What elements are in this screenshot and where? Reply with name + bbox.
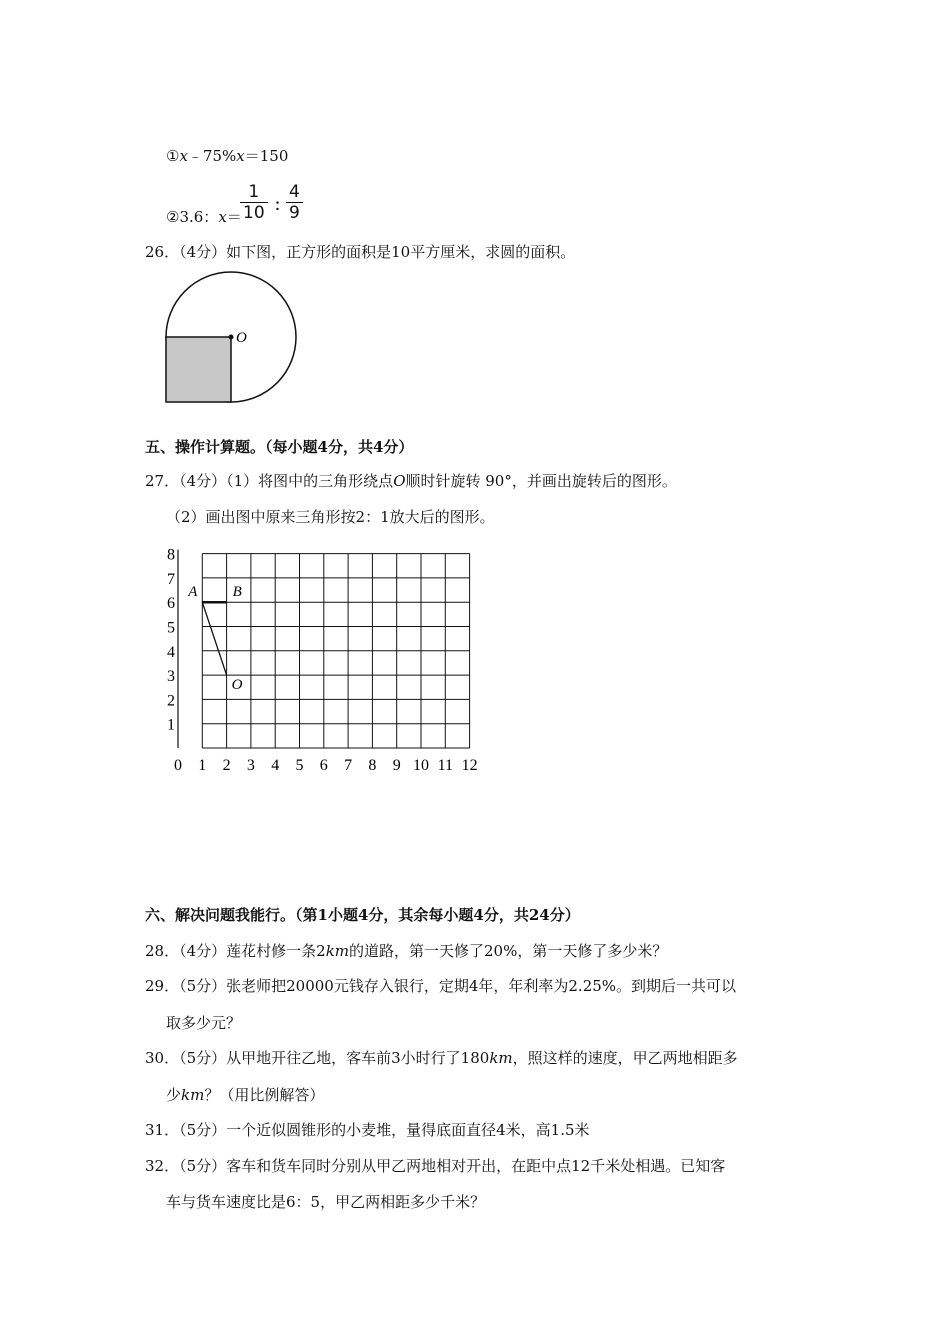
question-29-line-2: 取多少元？ <box>166 1014 242 1032</box>
coordinate-grid <box>160 540 490 780</box>
question-28-text-a: 28．（4分）莲花村修一条2 <box>145 942 326 960</box>
question-26: 26．（4分）如下图，正方形的面积是10平方厘米，求圆的面积。 <box>145 243 576 261</box>
fraction-one-tenth <box>240 182 268 223</box>
x-tick-label: 12 <box>461 757 478 774</box>
fraction-2-numerator: 4 <box>286 182 303 203</box>
x-tick-label: 0 <box>174 757 182 774</box>
center-point <box>229 335 234 340</box>
question-28-unit: km <box>325 942 350 960</box>
question-29-line-1: 29．（5分）张老师把20000元钱存入银行，定期4年，年利率为2.25%。到期后一共可以 <box>145 977 737 995</box>
question-27-var-o: O <box>393 472 406 490</box>
x-tick-label: 3 <box>246 757 255 774</box>
x-tick-label: 10 <box>413 757 429 774</box>
question-27-text-a: 27．（4分）（1）将图中的三角形绕点 <box>145 472 394 490</box>
question-30-text-b: ，照这样的速度，甲乙两地相距多 <box>512 1049 738 1067</box>
equation-2-marker: ② <box>166 208 180 226</box>
equation-2-lhs: 3.6： <box>179 208 219 226</box>
equation-1-rhs: ＝150 <box>244 147 289 165</box>
equation-1-minus-percent: ﹣75% <box>187 147 237 165</box>
section-6-heading: 六、解决问题我能行。（第1小题4分，其余每小题4分，共24分） <box>145 906 580 924</box>
x-tick-label: 7 <box>344 757 353 774</box>
fraction-2-denominator: 9 <box>289 203 300 223</box>
equation-1 <box>166 146 288 166</box>
equation-1-var-x2: x <box>236 147 245 165</box>
question-30-unit: km <box>489 1049 513 1067</box>
segment-ao <box>202 602 226 675</box>
shaded-square <box>166 337 231 402</box>
y-tick-label: 6 <box>167 595 175 613</box>
x-tick-label: 6 <box>319 757 328 774</box>
point-label-a: A <box>188 584 198 601</box>
question-32-line-1: 32．（5分）客车和货车同时分别从甲乙两地相对开出，在距中点12千米处相遇。已知客 <box>145 1157 726 1175</box>
question-30-line-2-a: 少 <box>166 1086 182 1104</box>
fraction-four-ninths <box>286 182 303 223</box>
question-30-line-1 <box>145 1048 738 1068</box>
equation-2-eq: ＝ <box>226 208 242 226</box>
question-27-text-b: 顺时针旋转 90°，并画出旋转后的图形。 <box>405 472 677 490</box>
question-28-text-b: 的道路，第一天修了20%，第一天修了多少米？ <box>349 942 668 960</box>
question-30-line-2 <box>166 1085 324 1105</box>
fraction-1-numerator: 1 <box>240 182 268 203</box>
question-30-line-2-b: ？（用比例解答） <box>204 1086 325 1104</box>
x-tick-label: 8 <box>368 757 377 774</box>
y-tick-label: 7 <box>167 570 175 588</box>
x-tick-label: 5 <box>295 757 304 774</box>
y-tick-label: 8 <box>167 546 175 564</box>
question-31: 31．（5分）一个近似圆锥形的小麦堆，量得底面直径4米，高1.5米 <box>145 1121 590 1139</box>
point-label-o: O <box>231 677 243 694</box>
y-tick-label: 4 <box>167 643 175 661</box>
y-tick-label: 2 <box>167 692 175 710</box>
equation-1-var-x: x <box>179 147 188 165</box>
circle-square-figure <box>160 270 305 410</box>
x-tick-label: 2 <box>222 757 231 774</box>
question-27-part-2: （2）画出图中原来三角形按2：1放大后的图形。 <box>166 508 495 526</box>
x-tick-label: 11 <box>437 757 454 774</box>
question-27 <box>145 471 677 491</box>
fraction-1-denominator: 10 <box>243 203 265 223</box>
section-5-heading: 五、操作计算题。（每小题4分，共4分） <box>145 438 414 456</box>
y-tick-label: 5 <box>167 619 175 637</box>
question-32-line-2: 车与货车速度比是6：5，甲乙两相距多少千米？ <box>166 1193 486 1211</box>
question-30-text-a: 30．（5分）从甲地开往乙地，客车前3小时行了180 <box>145 1049 490 1067</box>
equation-1-marker: ① <box>166 147 180 165</box>
y-tick-label: 1 <box>167 716 175 734</box>
x-tick-label: 1 <box>198 757 207 774</box>
question-28 <box>145 941 667 961</box>
question-30-line-2-unit: km <box>181 1086 205 1104</box>
center-label-o: O <box>236 330 247 346</box>
x-tick-label: 9 <box>392 757 401 774</box>
y-tick-label: 3 <box>167 668 175 686</box>
x-tick-label: 4 <box>271 757 280 774</box>
point-label-b: B <box>232 584 242 601</box>
equation-2-colon: ： <box>274 196 290 214</box>
equation-2-var-x: x <box>218 208 227 226</box>
